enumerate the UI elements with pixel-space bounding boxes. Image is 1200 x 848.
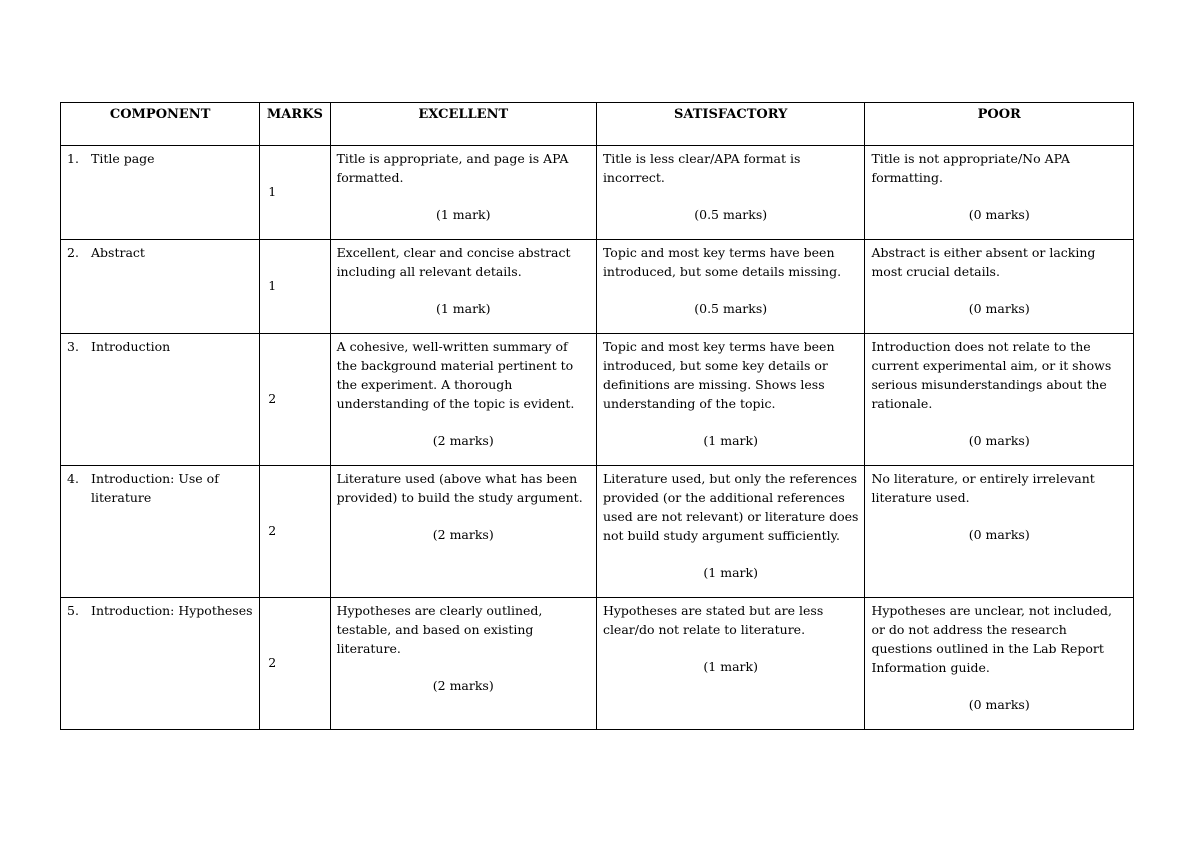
satisfactory-cell (596, 146, 865, 240)
criterion-marks: (1 mark) (435, 301, 491, 316)
criterion-text: Hypotheses are stated but are less clear/do not relate to literature. (602, 603, 824, 637)
header-excellent: EXCELLENT (330, 103, 596, 146)
criterion-text: Hypotheses are clearly outlined, testable, and based on existing literature. (336, 603, 543, 656)
criterion-text: Literature used (above what has been provided) to build the study argument. (336, 471, 583, 505)
criterion-marks: (0.5 marks) (694, 207, 768, 222)
poor-cell (865, 466, 1134, 598)
component-cell (61, 334, 260, 466)
criterion-text: Literature used, but only the references provided (or the additional references used are not relevant) or literature does not build study argument sufficiently. (602, 471, 859, 543)
criterion-marks: (1 mark) (435, 207, 491, 222)
table-row (61, 334, 1134, 466)
criterion-marks: (0 marks) (968, 207, 1030, 222)
component-number: 1. (67, 151, 79, 166)
component-cell (61, 240, 260, 334)
component-cell (61, 466, 260, 598)
criterion-marks: (0 marks) (968, 697, 1030, 712)
criterion-marks: (1 mark) (703, 659, 758, 674)
marks-cell: 2 (260, 466, 330, 598)
component-number: 5. (67, 603, 79, 618)
table-row (61, 146, 1134, 240)
criterion-marks: (0.5 marks) (694, 301, 768, 316)
criterion-marks: (1 mark) (703, 565, 758, 580)
criterion-text: No literature, or entirely irrelevant literature used. (871, 471, 1095, 505)
marks-cell: 2 (260, 598, 330, 730)
criterion-text: Topic and most key terms have been introduced, but some details missing. (602, 245, 842, 279)
satisfactory-cell (596, 466, 865, 598)
criterion-text: Title is appropriate, and page is APA formatted. (336, 151, 569, 185)
component-cell (61, 146, 260, 240)
header-row (61, 103, 1134, 146)
header-satisfactory: SATISFACTORY (596, 103, 865, 146)
component-label: Abstract (91, 245, 145, 260)
criterion-text: Introduction does not relate to the current experimental aim, or it shows serious misunderstandings about the rationale. (871, 339, 1112, 411)
criterion-marks: (2 marks) (432, 433, 494, 448)
satisfactory-cell (596, 334, 865, 466)
table-row (61, 466, 1134, 598)
component-number: 3. (67, 339, 79, 354)
table-row (61, 598, 1134, 730)
excellent-cell (330, 598, 596, 730)
criterion-text: Abstract is either absent or lacking most crucial details. (871, 245, 1096, 279)
component-label: Introduction: Hypotheses (91, 603, 253, 618)
component-label: Introduction: Use of literature (91, 471, 219, 505)
header-poor: POOR (865, 103, 1134, 146)
component-number: 4. (67, 471, 79, 486)
poor-cell (865, 334, 1134, 466)
marks-cell: 1 (260, 146, 330, 240)
marks-cell: 1 (260, 240, 330, 334)
component-label: Introduction (91, 339, 171, 354)
table-row (61, 240, 1134, 334)
criterion-text: Hypotheses are unclear, not included, or do not address the research questions outlined in the Lab Report Information guide. (871, 603, 1112, 675)
satisfactory-cell (596, 240, 865, 334)
component-cell (61, 598, 260, 730)
criterion-text: Title is not appropriate/No APA formatting. (871, 151, 1070, 185)
criterion-marks: (1 mark) (703, 433, 758, 448)
poor-cell (865, 598, 1134, 730)
criterion-text: Title is less clear/APA format is incorrect. (602, 151, 801, 185)
header-component: COMPONENT (61, 103, 260, 146)
poor-cell (865, 146, 1134, 240)
criterion-marks: (2 marks) (432, 527, 494, 542)
component-number: 2. (67, 245, 79, 260)
criterion-marks: (0 marks) (968, 301, 1030, 316)
component-label: Title page (91, 151, 155, 166)
excellent-cell (330, 240, 596, 334)
criterion-marks: (0 marks) (968, 527, 1030, 542)
marks-cell: 2 (260, 334, 330, 466)
header-marks: MARKS (260, 103, 330, 146)
poor-cell (865, 240, 1134, 334)
criterion-marks: (0 marks) (968, 433, 1030, 448)
excellent-cell (330, 334, 596, 466)
satisfactory-cell (596, 598, 865, 730)
criterion-marks: (2 marks) (432, 678, 494, 693)
excellent-cell (330, 146, 596, 240)
rubric-table (60, 102, 1134, 730)
criterion-text: Topic and most key terms have been introduced, but some key details or definitions are missing. Shows less understanding of the topic. (602, 339, 835, 411)
criterion-text: Excellent, clear and concise abstract including all relevant details. (336, 245, 571, 279)
excellent-cell (330, 466, 596, 598)
criterion-text: A cohesive, well-written summary of the background material pertinent to the experiment. A thorough understanding of the topic is evident. (336, 339, 575, 411)
